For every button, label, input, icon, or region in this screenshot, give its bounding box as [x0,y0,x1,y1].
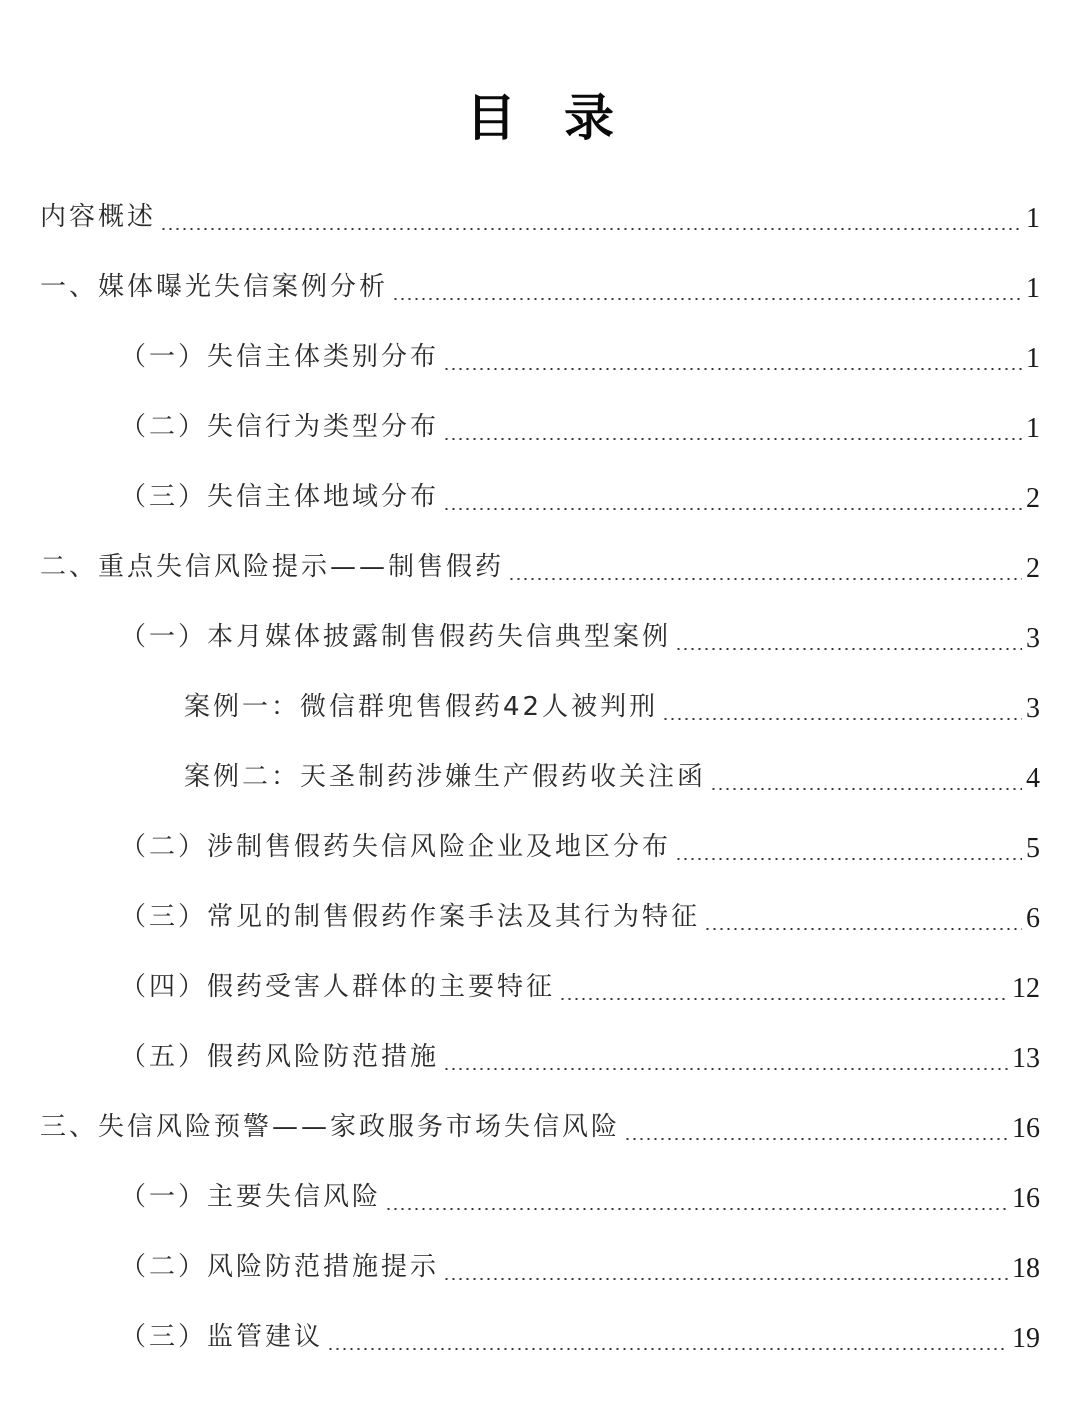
toc-entry-section-2[interactable] [0,532,1080,602]
toc-entry-text: （二）涉制售假药失信风险企业及地区分布 [120,832,672,862]
toc-entry-text: （三）监管建议 [120,1322,324,1352]
toc-entry-section-1-2[interactable] [0,392,1080,462]
toc-page-number: 4 [1026,763,1040,794]
toc-entry-section-2-4[interactable] [0,952,1080,1022]
toc-page-number: 1 [1026,273,1040,304]
toc-entry-section-1-1[interactable] [0,322,1080,392]
toc-entry-section-2-2[interactable] [0,812,1080,882]
toc-entry-section-3-1[interactable] [0,1162,1080,1232]
toc-entry-text: 三、失信风险预警——家政服务市场失信风险 [40,1112,621,1142]
toc-entry-text: （三）常见的制售假药作案手法及其行为特征 [120,902,701,932]
dot-leader [443,368,1022,370]
toc-page-number: 3 [1026,623,1040,654]
toc-entry-text: 一、媒体曝光失信案例分析 [40,272,389,302]
toc-entry-section-3-2[interactable] [0,1232,1080,1302]
toc-entry-text: 案例二：天圣制药涉嫌生产假药收关注函 [184,762,707,792]
toc-entry-text: （四）假药受害人群体的主要特征 [120,972,556,1002]
toc-entry-section-2-1[interactable] [0,602,1080,672]
dot-leader [675,858,1022,860]
toc-page-number: 5 [1026,833,1040,864]
toc-entry-section-1[interactable] [0,252,1080,322]
toc-page-number: 13 [1012,1043,1040,1074]
dot-leader [710,788,1022,790]
toc-page-number: 19 [1012,1323,1040,1354]
dot-leader [327,1348,1008,1350]
toc-page-number: 12 [1012,973,1040,1004]
dot-leader [624,1138,1008,1140]
dot-leader [443,1068,1008,1070]
toc-entry-section-3[interactable] [0,1092,1080,1162]
toc-page-number: 6 [1026,903,1040,934]
dot-leader [675,648,1022,650]
toc-entry-text: （一）主要失信风险 [120,1182,382,1212]
toc-entry-overview[interactable] [0,182,1080,252]
toc-page-number: 18 [1012,1253,1040,1284]
toc-entry-section-2-3[interactable] [0,882,1080,952]
toc-entry-text: （二）失信行为类型分布 [120,412,440,442]
table-of-contents [0,182,1080,1372]
page-title: 目录 [466,88,662,147]
dot-leader [704,928,1022,930]
toc-entry-text: 二、重点失信风险提示——制售假药 [40,552,505,582]
dot-leader [392,298,1022,300]
toc-entry-text: （一）失信主体类别分布 [120,342,440,372]
toc-page-number: 16 [1012,1113,1040,1144]
dot-leader [160,228,1022,230]
toc-entry-text: （二）风险防范措施提示 [120,1252,440,1282]
toc-entry-section-2-5[interactable] [0,1022,1080,1092]
toc-entry-text: 案例一：微信群兜售假药42人被判刑 [184,692,659,722]
dot-leader [443,1278,1008,1280]
toc-page-number: 1 [1026,203,1040,234]
toc-entry-section-3-3[interactable] [0,1302,1080,1372]
dot-leader [559,998,1008,1000]
toc-page-number: 2 [1026,553,1040,584]
toc-page-number: 16 [1012,1183,1040,1214]
dot-leader [385,1208,1008,1210]
dot-leader [662,718,1022,720]
toc-page-number: 3 [1026,693,1040,724]
toc-page-number: 2 [1026,483,1040,514]
toc-entry-text: 内容概述 [40,202,157,232]
toc-entry-text: （一）本月媒体披露制售假药失信典型案例 [120,622,672,652]
toc-page-number: 1 [1026,413,1040,444]
toc-entry-case-2[interactable] [0,742,1080,812]
dot-leader [443,438,1022,440]
toc-entry-case-1[interactable] [0,672,1080,742]
toc-entry-text: （三）失信主体地域分布 [120,482,440,512]
dot-leader [443,508,1022,510]
toc-entry-section-1-3[interactable] [0,462,1080,532]
dot-leader [508,578,1022,580]
toc-page-number: 1 [1026,343,1040,374]
toc-entry-text: （五）假药风险防范措施 [120,1042,440,1072]
